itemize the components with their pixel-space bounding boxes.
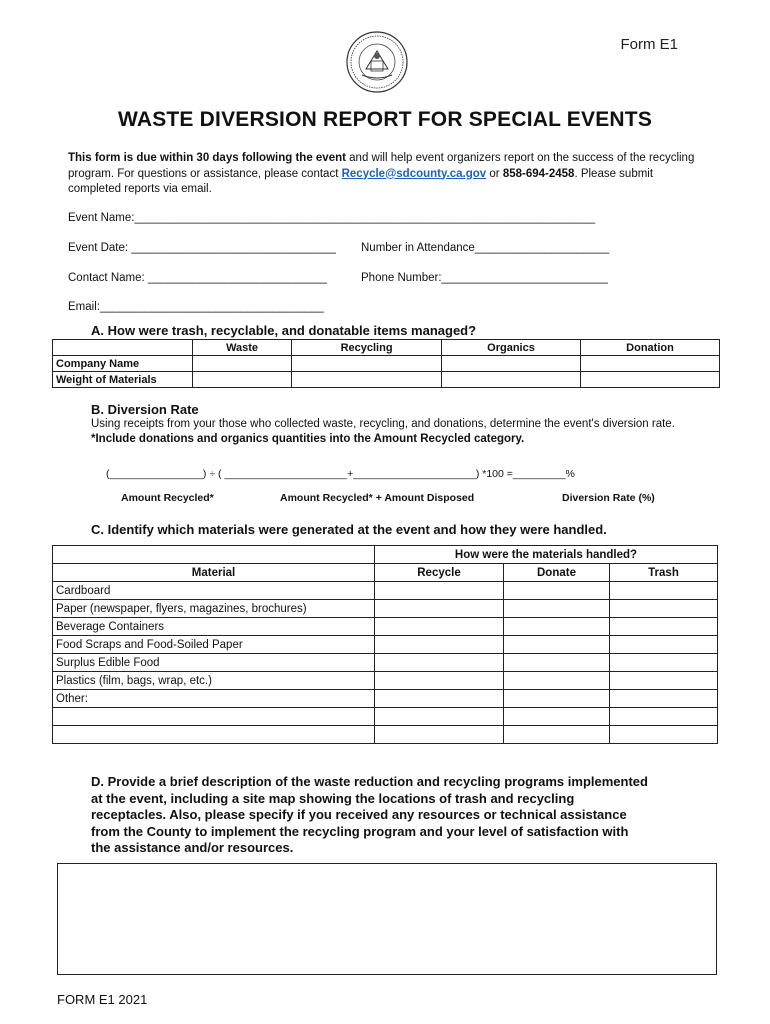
material-paper: Paper (newspaper, flyers, magazines, brochures) bbox=[53, 600, 375, 618]
material-plastics: Plastics (film, bags, wrap, etc.) bbox=[53, 672, 375, 690]
material-food-scraps: Food Scraps and Food-Soiled Paper bbox=[53, 636, 375, 654]
cell-input[interactable] bbox=[581, 356, 720, 372]
col-recycling: Recycling bbox=[292, 340, 442, 356]
section-d-heading: D. Provide a brief description of the waste reduction and recycling programs implemented at the event, including a site map showing the locations of trash and recycling receptacles. Also, please specify if you received any resources or technical assistance from the County to implement the recycling program and your level of satisfaction with the assistance and/or resources. bbox=[91, 774, 648, 855]
cell-input[interactable] bbox=[375, 726, 504, 744]
cell-input[interactable] bbox=[504, 708, 610, 726]
description-textarea[interactable] bbox=[57, 863, 717, 975]
col-material: Material bbox=[53, 564, 375, 582]
cell-input[interactable] bbox=[375, 690, 504, 708]
section-b-text bbox=[91, 417, 711, 447]
contact-email-link[interactable]: Recycle@sdcounty.ca.gov bbox=[341, 167, 487, 180]
cell-input[interactable] bbox=[193, 356, 292, 372]
col-waste: Waste bbox=[193, 340, 292, 356]
cell-input[interactable] bbox=[610, 582, 718, 600]
section-c-heading: C. Identify which materials were generated at the event and how they were handled. bbox=[91, 522, 607, 537]
phone-number-field[interactable]: Phone Number:__________________________ bbox=[361, 272, 608, 284]
col-trash: Trash bbox=[610, 564, 718, 582]
cell-input[interactable] bbox=[504, 672, 610, 690]
col-donate: Donate bbox=[504, 564, 610, 582]
form-footer: FORM E1 2021 bbox=[57, 992, 148, 1007]
diversion-note: *Include donations and organics quantities into the Amount Recycled category. bbox=[91, 433, 525, 445]
cell-input[interactable] bbox=[610, 726, 718, 744]
cell-input[interactable] bbox=[610, 672, 718, 690]
cell-input[interactable] bbox=[442, 356, 581, 372]
table-corner bbox=[53, 546, 375, 564]
cell-input[interactable] bbox=[504, 636, 610, 654]
cell-input[interactable] bbox=[504, 726, 610, 744]
col-donation: Donation bbox=[581, 340, 720, 356]
material-cardboard: Cardboard bbox=[53, 582, 375, 600]
event-name-field[interactable]: Event Name:________________________________________________________________________ bbox=[68, 212, 595, 224]
cell-input[interactable] bbox=[610, 654, 718, 672]
material-beverage: Beverage Containers bbox=[53, 618, 375, 636]
cell-input[interactable] bbox=[610, 600, 718, 618]
intro-text-3: . Please submit completed reports via email. bbox=[68, 167, 654, 195]
material-blank[interactable] bbox=[53, 708, 375, 726]
intro-paragraph bbox=[68, 151, 700, 198]
col-organics: Organics bbox=[442, 340, 581, 356]
col-recycle: Recycle bbox=[375, 564, 504, 582]
cell-input[interactable] bbox=[375, 672, 504, 690]
cell-input[interactable] bbox=[504, 690, 610, 708]
contact-name-field[interactable]: Contact Name: ____________________________ bbox=[68, 272, 327, 284]
diversion-instructions: Using receipts from your those who collected waste, recycling, and donations, determine the event's diversion rate. bbox=[91, 418, 675, 430]
label-diversion-rate: Diversion Rate (%) bbox=[562, 492, 655, 504]
material-surplus-food: Surplus Edible Food bbox=[53, 654, 375, 672]
intro-text-1: and will help event organizers report on the success of the recycling program. For questions or assistance, please contact bbox=[68, 152, 695, 180]
label-total-amount: Amount Recycled* + Amount Disposed bbox=[280, 492, 475, 504]
cell-input[interactable] bbox=[504, 618, 610, 636]
attendance-field[interactable]: Number in Attendance_____________________ bbox=[361, 242, 610, 254]
cell-input[interactable] bbox=[375, 600, 504, 618]
row-company-name: Company Name bbox=[53, 356, 193, 372]
table-corner bbox=[53, 340, 193, 356]
label-amount-recycled: Amount Recycled* bbox=[121, 492, 214, 504]
cell-input[interactable] bbox=[504, 600, 610, 618]
email-field[interactable]: Email:___________________________________ bbox=[68, 301, 324, 313]
event-date-field[interactable]: Event Date: ________________________________ bbox=[68, 242, 336, 254]
cell-input[interactable] bbox=[375, 618, 504, 636]
cell-input[interactable] bbox=[581, 372, 720, 388]
cell-input[interactable] bbox=[375, 708, 504, 726]
materials-table bbox=[52, 545, 718, 744]
diversion-formula[interactable]: (________________) ÷ ( _____________________+_____________________) *100 =_________% bbox=[106, 468, 575, 480]
section-a-heading: A. How were trash, recyclable, and donatable items managed? bbox=[91, 323, 477, 338]
cell-input[interactable] bbox=[504, 654, 610, 672]
material-other[interactable]: Other: bbox=[53, 690, 375, 708]
section-b-heading: B. Diversion Rate bbox=[91, 402, 199, 417]
cell-input[interactable] bbox=[610, 636, 718, 654]
cell-input[interactable] bbox=[375, 582, 504, 600]
cell-input[interactable] bbox=[610, 690, 718, 708]
intro-bold-lead: This form is due within 30 days following the event bbox=[68, 152, 346, 164]
intro-text-2: or bbox=[486, 167, 503, 180]
contact-phone: 858-694-2458 bbox=[502, 167, 575, 180]
form-code: Form E1 bbox=[620, 36, 678, 53]
handled-header: How were the materials handled? bbox=[375, 546, 718, 564]
cell-input[interactable] bbox=[292, 356, 442, 372]
management-table bbox=[52, 339, 720, 388]
cell-input[interactable] bbox=[375, 654, 504, 672]
material-blank[interactable] bbox=[53, 726, 375, 744]
page-title: WASTE DIVERSION REPORT FOR SPECIAL EVENTS bbox=[117, 108, 653, 131]
cell-input[interactable] bbox=[193, 372, 292, 388]
row-weight-materials: Weight of Materials bbox=[53, 372, 193, 388]
cell-input[interactable] bbox=[442, 372, 581, 388]
cell-input[interactable] bbox=[375, 636, 504, 654]
cell-input[interactable] bbox=[504, 582, 610, 600]
cell-input[interactable] bbox=[610, 708, 718, 726]
cell-input[interactable] bbox=[610, 618, 718, 636]
cell-input[interactable] bbox=[292, 372, 442, 388]
county-seal-icon bbox=[346, 31, 408, 93]
